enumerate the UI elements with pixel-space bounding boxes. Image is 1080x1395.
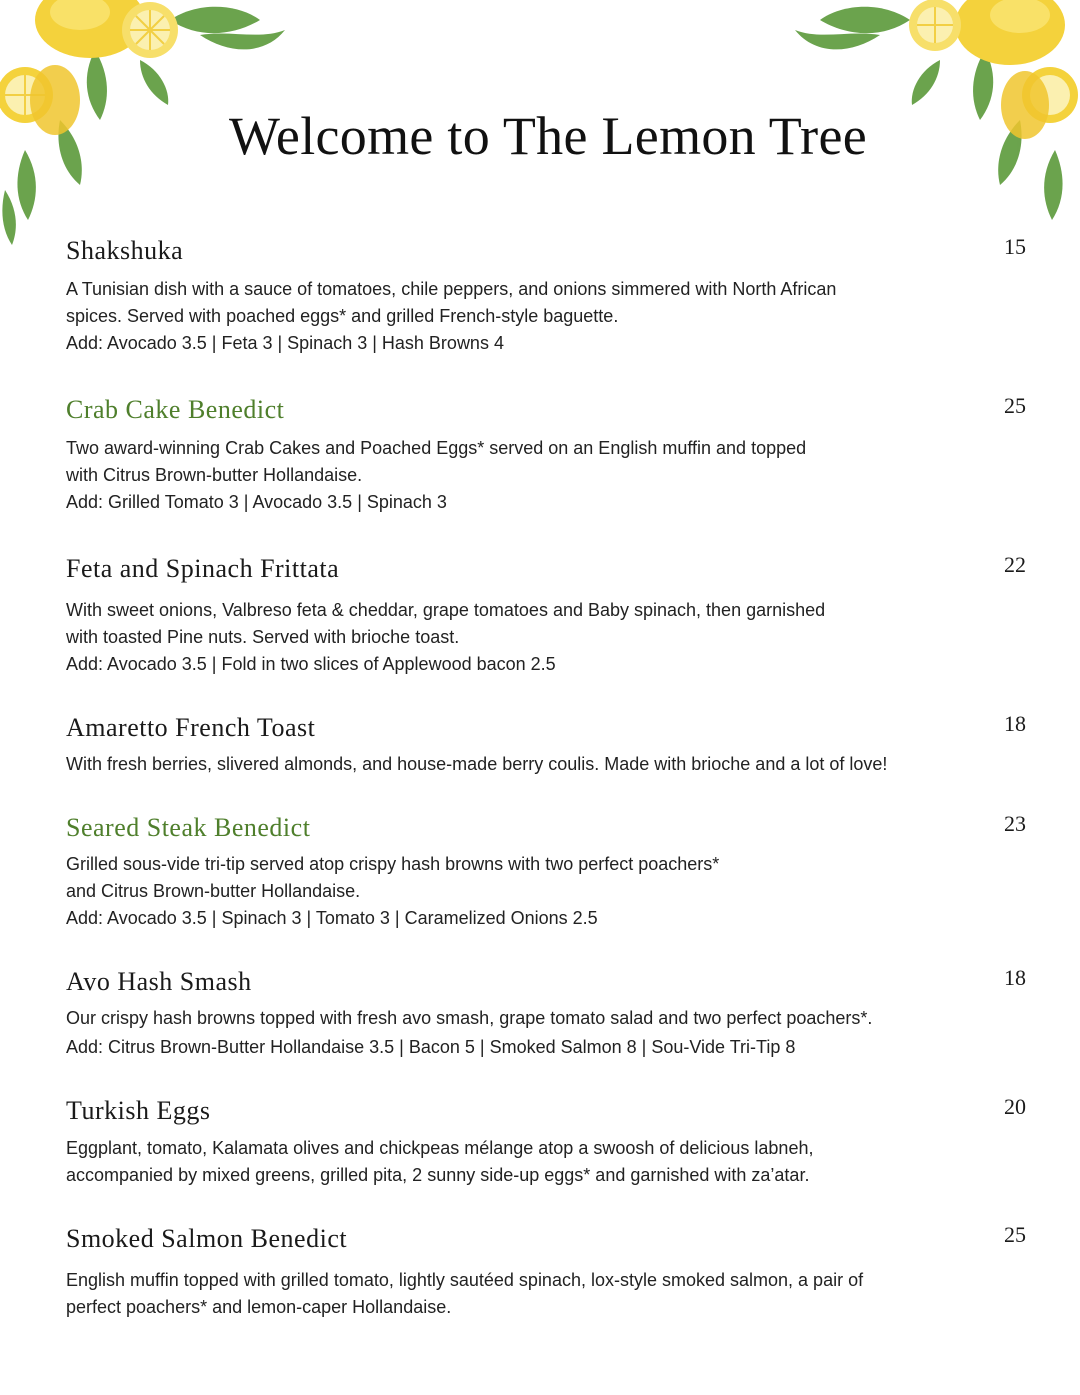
item-name: Amaretto French Toast xyxy=(66,713,316,742)
menu-item xyxy=(66,1096,1026,1189)
item-name: Feta and Spinach Frittata xyxy=(66,554,340,583)
item-description-line: With fresh berries, slivered almonds, and house-made berry coulis. Made with brioche and a lot of love! xyxy=(66,754,888,774)
item-price: 15 xyxy=(1004,234,1026,259)
item-description-line: spices. Served with poached eggs* and grilled French-style baguette. xyxy=(66,306,619,326)
item-description-line: Grilled sous-vide tri-tip served atop crispy hash browns with two perfect poachers* xyxy=(66,854,720,874)
menu-item xyxy=(66,395,1026,516)
item-name: Shakshuka xyxy=(66,236,184,265)
menu-item xyxy=(66,813,1026,932)
item-name: Turkish Eggs xyxy=(66,1096,211,1125)
item-price: 25 xyxy=(1004,393,1026,418)
item-description-line: Two award-winning Crab Cakes and Poached Eggs* served on an English muffin and topped xyxy=(66,438,807,458)
item-description-line: perfect poachers* and lemon-caper Hollandaise. xyxy=(66,1297,452,1317)
item-price: 25 xyxy=(1004,1222,1026,1247)
item-description-line: with toasted Pine nuts. Served with brioche toast. xyxy=(66,627,460,647)
item-description-line: Eggplant, tomato, Kalamata olives and chickpeas mélange atop a swoosh of delicious labneh, xyxy=(66,1138,814,1158)
item-price: 20 xyxy=(1004,1094,1026,1119)
menu-item xyxy=(66,967,1026,1061)
menu-item xyxy=(66,236,1026,357)
item-description-line: accompanied by mixed greens, grilled pita, 2 sunny side-up eggs* and garnished with za’atar. xyxy=(66,1165,810,1185)
page-title: Welcome to The Lemon Tree xyxy=(228,106,868,166)
item-price: 18 xyxy=(1004,965,1026,990)
item-addons: Add: Avocado 3.5 | Feta 3 | Spinach 3 | Hash Browns 4 xyxy=(66,333,504,353)
item-description-line: Our crispy hash browns topped with fresh avo smash, grape tomato salad and two perfect poachers*. xyxy=(66,1008,873,1028)
menu-item xyxy=(66,1224,1026,1321)
item-addons: Add: Grilled Tomato 3 | Avocado 3.5 | Spinach 3 xyxy=(66,492,447,512)
menu-item xyxy=(66,554,1026,678)
item-description-line: A Tunisian dish with a sauce of tomatoes, chile peppers, and onions simmered with North African xyxy=(66,279,837,299)
item-price: 23 xyxy=(1004,811,1026,836)
item-addons: Add: Citrus Brown-Butter Hollandaise 3.5 | Bacon 5 | Smoked Salmon 8 | Sou-Vide Tri-Tip 8 xyxy=(66,1037,796,1057)
item-name: Crab Cake Benedict xyxy=(66,395,285,424)
item-addons: Add: Avocado 3.5 | Fold in two slices of Applewood bacon 2.5 xyxy=(66,654,556,674)
item-description-line: and Citrus Brown-butter Hollandaise. xyxy=(66,881,361,901)
item-name: Seared Steak Benedict xyxy=(66,813,311,842)
item-description-line: with Citrus Brown-butter Hollandaise. xyxy=(66,465,363,485)
item-price: 22 xyxy=(1004,552,1026,577)
item-addons: Add: Avocado 3.5 | Spinach 3 | Tomato 3 | Caramelized Onions 2.5 xyxy=(66,908,598,928)
item-name: Smoked Salmon Benedict xyxy=(66,1224,348,1253)
item-name: Avo Hash Smash xyxy=(66,967,252,996)
item-description-line: English muffin topped with grilled tomato, lightly sautéed spinach, lox-style smoked salmon, a pair of xyxy=(66,1270,864,1290)
item-description-line: With sweet onions, Valbreso feta & cheddar, grape tomatoes and Baby spinach, then garnished xyxy=(66,600,826,620)
menu-item xyxy=(66,713,1026,778)
item-price: 18 xyxy=(1004,711,1026,736)
